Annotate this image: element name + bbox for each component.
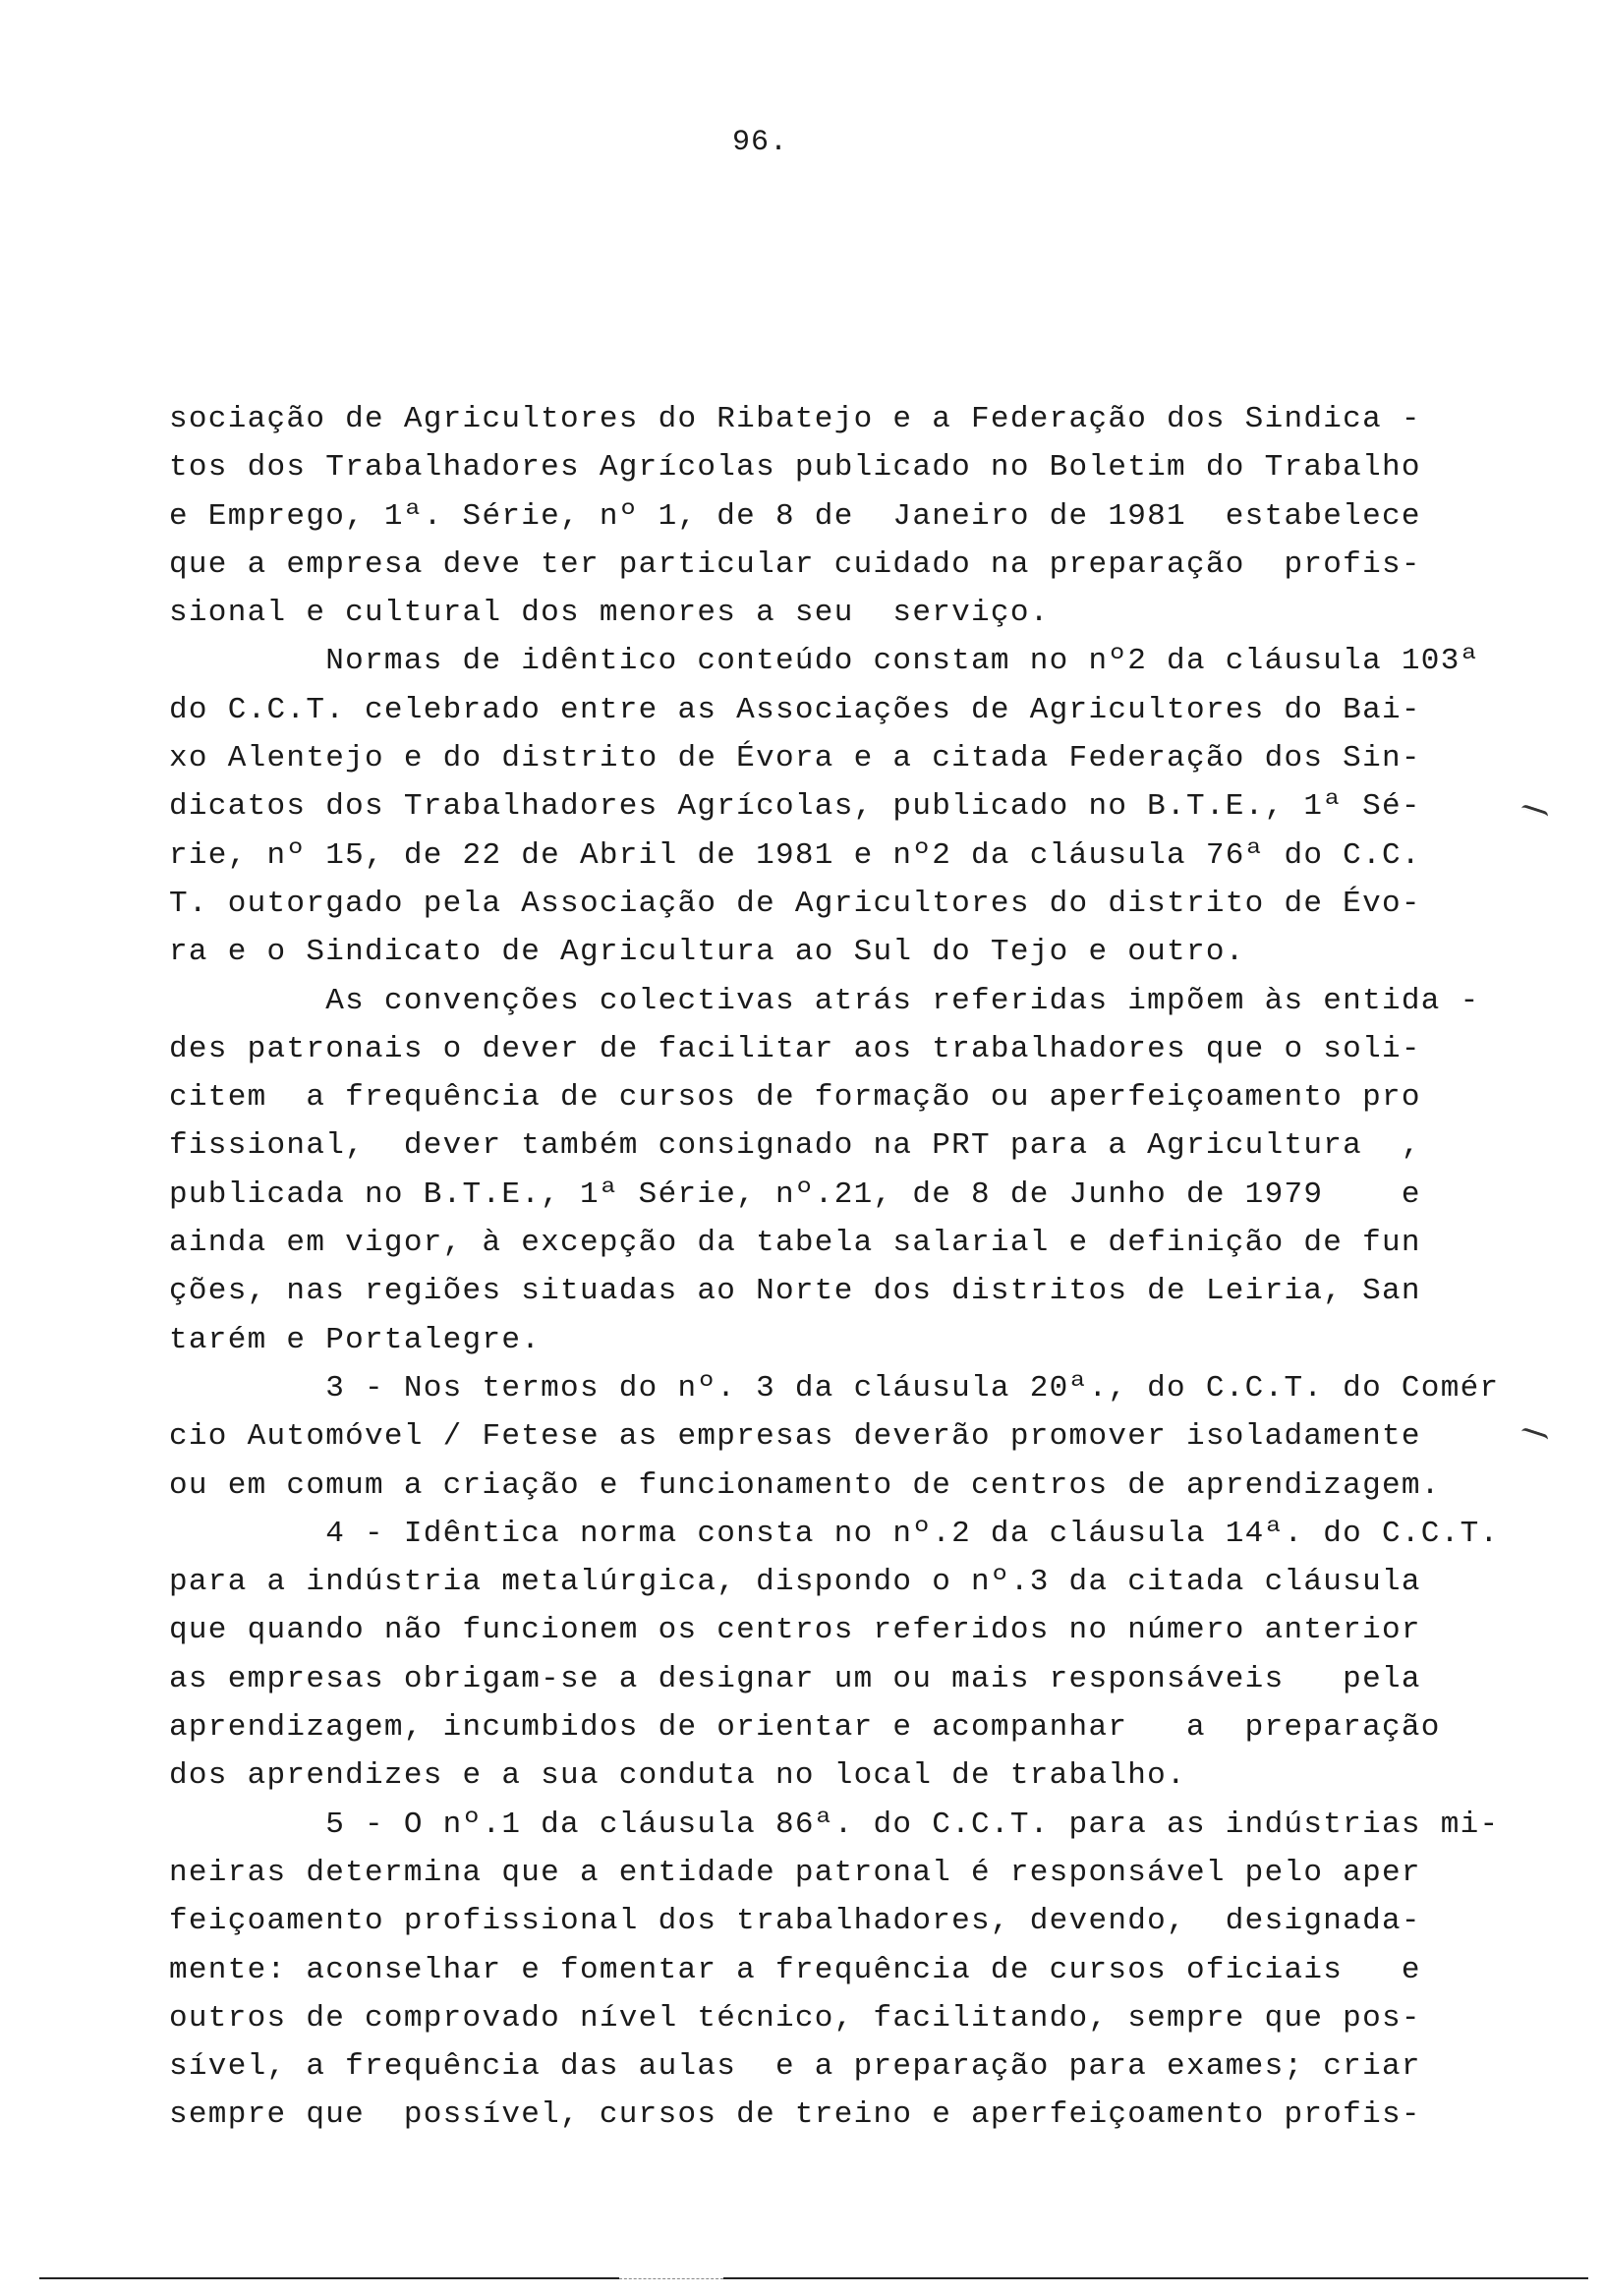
text-line: neiras determina que a entidade patronal é responsável pelo aper [169, 1855, 1421, 1890]
page-number: 96. [732, 126, 789, 159]
text-line: as empresas obrigam-se a designar um ou mais responsáveis pela [169, 1661, 1421, 1696]
text-line: feiçoamento profissional dos trabalhadores, devendo, designada- [169, 1904, 1421, 1939]
text-line: 4 - Idêntica norma consta no nº.2 da cláusula 14ª. do C.C.T. [169, 1516, 1500, 1551]
text-line: tos dos Trabalhadores Agrícolas publicado no Boletim do Trabalho [169, 450, 1421, 486]
margin-mark [1521, 804, 1549, 817]
text-line: fissional, dever também consignado na PRT para a Agricultura , [169, 1128, 1421, 1164]
text-line: ainda em vigor, à excepção da tabela salarial e definição de fun [169, 1226, 1421, 1261]
text-line: xo Alentejo e do distrito de Évora e a citada Federação dos Sin- [169, 741, 1421, 776]
text-line: des patronais o dever de facilitar aos trabalhadores que o soli- [169, 1031, 1421, 1066]
text-line: As convenções colectivas atrás referidas impõem às entida - [169, 983, 1480, 1018]
text-line: cio Automóvel / Fetese as empresas deverão promover isoladamente [169, 1419, 1421, 1455]
text-line: outros de comprovado nível técnico, facilitando, sempre que pos- [169, 2000, 1421, 2036]
margin-mark [1521, 1427, 1549, 1440]
text-line: do C.C.T. celebrado entre as Associações de Agricultores do Bai- [169, 692, 1421, 727]
text-line: tarém e Portalegre. [169, 1322, 542, 1357]
text-line: para a indústria metalúrgica, dispondo o nº.3 da citada cláusula [169, 1565, 1421, 1600]
text-line: publicada no B.T.E., 1ª Série, nº.21, de 8 de Junho de 1979 e [169, 1177, 1421, 1212]
body-text [169, 395, 1500, 2140]
text-line: que quando não funcionem os centros referidos no número anterior [169, 1613, 1421, 1648]
text-line: e Emprego, 1ª. Série, nº 1, de 8 de Janeiro de 1981 estabelece [169, 498, 1421, 534]
text-line: dos aprendizes e a sua conduta no local de trabalho. [169, 1758, 1186, 1794]
text-line: que a empresa deve ter particular cuidado na preparação profis- [169, 546, 1421, 582]
text-line: aprendizagem, incumbidos de orientar e acompanhar a preparação [169, 1710, 1441, 1746]
text-line: ra e o Sindicato de Agricultura ao Sul do Tejo e outro. [169, 935, 1245, 970]
text-line: sional e cultural dos menores a seu serviço. [169, 596, 1050, 631]
text-line: citem a frequência de cursos de formação ou aperfeiçoamento pro [169, 1080, 1421, 1116]
text-line: Normas de idêntico conteúdo constam no nº2 da cláusula 103ª [169, 644, 1480, 679]
text-line: sível, a frequência das aulas e a preparação para exames; criar [169, 2049, 1421, 2085]
footer-rule [39, 2277, 619, 2279]
text-line: dicatos dos Trabalhadores Agrícolas, publicado no B.T.E., 1ª Sé- [169, 789, 1421, 825]
text-line: sempre que possível, cursos de treino e aperfeiçoamento profis- [169, 2097, 1421, 2133]
text-line: ou em comum a criação e funcionamento de centros de aprendizagem. [169, 1467, 1441, 1503]
footer-rule-gap [619, 2278, 723, 2279]
text-line: 5 - O nº.1 da cláusula 86ª. do C.C.T. para as indústrias mi- [169, 1807, 1500, 1842]
text-line: mente: aconselhar e fomentar a frequência de cursos oficiais e [169, 1952, 1421, 1987]
text-line: ções, nas regiões situadas ao Norte dos distritos de Leiria, San [169, 1274, 1421, 1309]
footer-rule [723, 2277, 1588, 2279]
text-line: T. outorgado pela Associação de Agricultores do distrito de Évo- [169, 886, 1421, 921]
text-line: rie, nº 15, de 22 de Abril de 1981 e nº2 da cláusula 76ª do C.C. [169, 837, 1421, 873]
text-line: sociação de Agricultores do Ribatejo e a Federação dos Sindica - [169, 402, 1421, 436]
text-line: 3 - Nos termos do nº. 3 da cláusula 20ª., do C.C.T. do Comér [169, 1370, 1500, 1406]
